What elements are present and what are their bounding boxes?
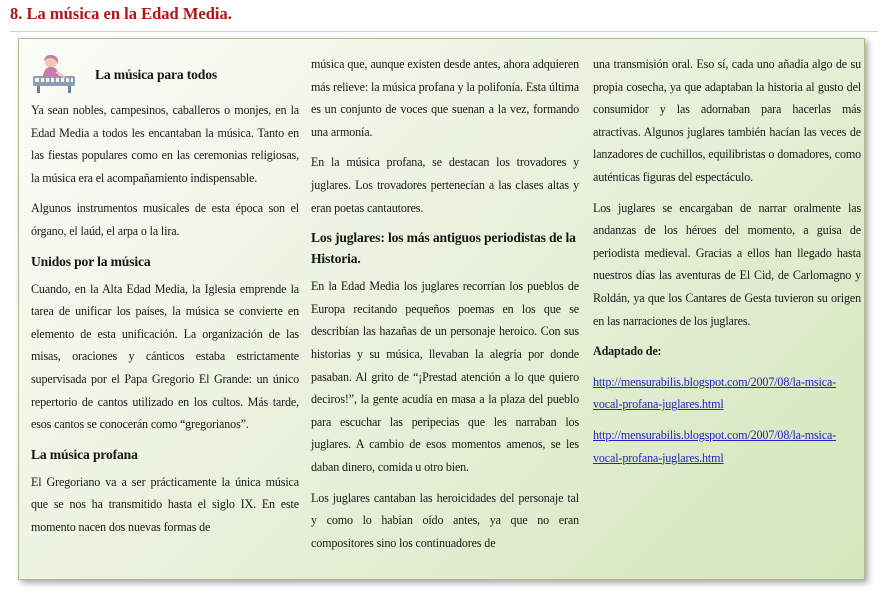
section-heading: Unidos por la música xyxy=(31,253,151,269)
paragraph: Los juglares cantaban las heroicidades del personaje tal y como lo habían oído antes, ya que no eran compositores sino los continuadores de xyxy=(311,490,579,550)
paragraph: Algunos instrumentos musicales de esta época son el órgano, el laúd, el arpa o la lira. xyxy=(31,201,299,238)
section-heading: La música para todos xyxy=(95,66,217,82)
woman-playing-piano-icon xyxy=(31,54,81,94)
section-heading: La música profana xyxy=(31,446,138,462)
paragraph: En la música profana, se destacan los trovadores y juglares. Los trovadores pertenecían a las clases altas y eran poetas cantautores. xyxy=(311,155,579,215)
paragraph: música que, aunque existen desde antes, ahora adquieren más relieve: la música profana y la polifonía. Esta última es un conjunto de voces que suenan a la vez, formando una armonía. xyxy=(311,57,579,139)
paragraph: Ya sean nobles, campesinos, caballeros o monjes, en la Edad Media a todos les encantaban la música. Tanto en las fiestas populares como en las ceremonias religiosas, la música era el acompañamiento indispensable. xyxy=(31,103,299,185)
column-2 xyxy=(311,53,579,562)
source-link[interactable]: http://mensurabilis.blogspot.com/2007/08/la-msica-vocal-profana-juglares.html xyxy=(593,374,837,412)
page-title: 8. La música en la Edad Media. xyxy=(10,4,232,23)
column-1 xyxy=(31,53,299,547)
column-3 xyxy=(593,53,861,477)
source-link[interactable]: http://mensurabilis.blogspot.com/2007/08/la-msica-vocal-profana-juglares.html xyxy=(593,427,837,465)
paragraph: Cuando, en la Alta Edad Media, la Iglesia emprende la tarea de unificar los países, la música se convierte en elemento de esta unificación. La organización de las misas, oraciones y cánticos estaba estrictamente supervisada por el Papa Gregorio El Grande: un único repertorio de cantos utilizado en los cultos. Más tarde, esos cantos se conocerán como “gregorianos”. xyxy=(31,281,299,432)
paragraph: Los juglares se encargaban de narrar oralmente las andanzas de los héroes del momento, a guisa de periodista medieval. Gracias a ellos han llegado hasta nuestros días las aventuras de El Cid, de Carlomagno y Roldán, ya que los Cantares de Gesta tuvieron su origen en las narraciones de los juglares. xyxy=(593,200,861,328)
title-divider xyxy=(10,31,878,32)
adapted-from-label: Adaptado de: xyxy=(593,344,662,359)
paragraph: En la Edad Media los juglares recorrían los pueblos de Europa recitando pequeños poemas en los que se describían las hazañas de un personaje heroico. Con sus historias y su música, llevaban la alegría por donde pasaban. Al grito de “¡Prestad atención a lo que quiero deciros!”, la gente acudía en masa a la plaza del pueblo para escuchar las peripecias que les narraban los juglares. A cambio de esos momentos amenos, se les daban dinero, comida u otro bien. xyxy=(311,279,579,474)
section-heading: Los juglares: los más antiguos periodistas de la Historia. xyxy=(311,230,576,267)
section-header xyxy=(31,53,299,95)
paragraph: El Gregoriano va a ser prácticamente la única música que se nos ha transmitido hasta el siglo IX. En este momento nacen dos nuevas formas de xyxy=(31,474,299,534)
paragraph: una transmisión oral. Eso sí, cada uno añadía algo de su propia cosecha, ya que adaptaban la historia al gusto del consumidor y las adornaban para hacerlas más atractivas. Algunos juglares también hacían las veces de lanzadores de cuchillos, equilibristas o domadores, como auténticas figuras del espectáculo. xyxy=(593,57,861,184)
content-box xyxy=(18,38,865,580)
